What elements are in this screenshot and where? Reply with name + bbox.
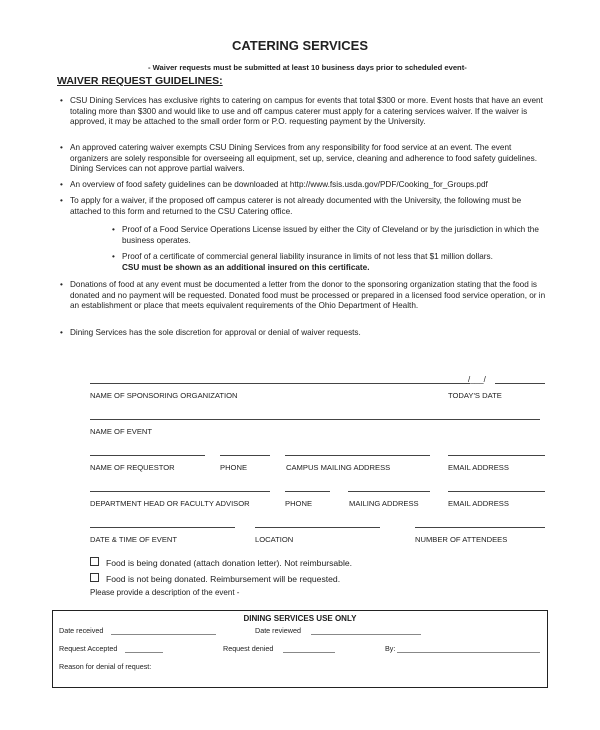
sub-bullet: • Proof of a Food Service Operations License issued by either the City of Cleveland or by the jurisdiction in which the business operates. bbox=[112, 225, 539, 245]
accepted-field[interactable] bbox=[125, 652, 163, 653]
label-reason: Reason for denial of request: bbox=[59, 662, 152, 671]
sponsoring-org-field[interactable] bbox=[90, 383, 470, 384]
subtitle: - Waiver requests must be submitted at least 10 business days prior to scheduled event- bbox=[148, 63, 467, 72]
email-field[interactable] bbox=[448, 455, 545, 456]
bullet-text: To apply for a waiver, if the proposed off campus caterer is not already documented with the University, the following must be attached to this form and returned to the CSU Catering office. bbox=[70, 196, 522, 216]
checkbox-donated-row[interactable] bbox=[90, 557, 352, 568]
checkbox-not-donated-row[interactable] bbox=[90, 573, 340, 584]
bullet-text: CSU Dining Services has exclusive rights to catering on campus for events that total $300 or more. Event hosts that have an event totaling more than $300 and would like to use and off campus caterer must apply for a catering services waiver. If the waiver is approved, it may be attached to the small order form or P.O. requesting payment by the University. bbox=[70, 96, 543, 127]
bullet: • To apply for a waiver, if the proposed off campus caterer is not already documented with the University, the following must be attached to this form and returned to the CSU Catering office. bbox=[60, 196, 522, 216]
label-mailing-address: MAILING ADDRESS bbox=[349, 499, 419, 508]
office-use-box bbox=[52, 610, 548, 688]
date-separator: /___/ bbox=[468, 375, 486, 384]
label-date-time: DATE & TIME OF EVENT bbox=[90, 535, 178, 544]
location-field[interactable] bbox=[255, 527, 380, 528]
dept-head-field[interactable] bbox=[90, 491, 270, 492]
checkbox-label: Food is not being donated. Reimbursement will be requested. bbox=[106, 574, 341, 584]
campus-address-field[interactable] bbox=[285, 455, 430, 456]
todays-date-field[interactable] bbox=[495, 383, 545, 384]
bullet-text: An approved catering waiver exempts CSU Dining Services from any responsibility for food service at an event. The event organizers are solely responsible for overseeing all equipment, set up, service, cleaning and adherence to food safety guidelines. Dining Services can not approve partial waivers. bbox=[70, 143, 537, 174]
label-attendees: NUMBER OF ATTENDEES bbox=[415, 535, 508, 544]
checkbox[interactable] bbox=[90, 557, 99, 566]
checkbox-label: Food is being donated (attach donation letter). Not reimbursable. bbox=[106, 558, 353, 568]
label-date-received: Date received bbox=[59, 626, 104, 635]
bullet-text: Dining Services has the sole discretion for approval or denial of waiver requests. bbox=[70, 328, 361, 337]
office-title: DINING SERVICES USE ONLY bbox=[243, 614, 357, 623]
email2-field[interactable] bbox=[448, 491, 545, 492]
label-dept-head: DEPARTMENT HEAD OR FACULTY ADVISOR bbox=[90, 499, 250, 508]
label-email2: EMAIL ADDRESS bbox=[448, 499, 509, 508]
label-requestor: NAME OF REQUESTOR bbox=[90, 463, 175, 472]
mailing-address-field[interactable] bbox=[348, 491, 430, 492]
bullet: • Dining Services has the sole discretion for approval or denial of waiver requests. bbox=[60, 328, 361, 337]
description-prompt: Please provide a description of the event - bbox=[90, 588, 240, 597]
label-by: By: bbox=[385, 644, 396, 653]
requestor-field[interactable] bbox=[90, 455, 205, 456]
link-text: An overview of food safety guidelines can be downloaded at http://www.fsis.usda.gov/PDF/Cooking_for_Groups.pdf bbox=[70, 180, 488, 189]
date-received-field[interactable] bbox=[111, 634, 216, 635]
denied-field[interactable] bbox=[283, 652, 335, 653]
label-email: EMAIL ADDRESS bbox=[448, 463, 509, 472]
attendees-field[interactable] bbox=[415, 527, 545, 528]
bullet: • An approved catering waiver exempts CSU Dining Services from any responsibility for food service at an event. The event organizers are solely responsible for overseeing all equipment, set up, service, cleaning and adherence to food safety guidelines. Dining Services can not approve partial waivers. bbox=[60, 143, 537, 174]
label-phone2: PHONE bbox=[285, 499, 313, 508]
section-heading: WAIVER REQUEST GUIDELINES: bbox=[57, 75, 223, 87]
label-todays-date: TODAY'S DATE bbox=[448, 391, 502, 400]
bullet: • An overview of food safety guidelines can be downloaded at http://www.fsis.usda.gov/PDF/Cooking_for_Groups.pdf bbox=[60, 180, 488, 189]
phone-field[interactable] bbox=[220, 455, 270, 456]
label-location: LOCATION bbox=[255, 535, 294, 544]
bullet-text: Proof of a Food Service Operations License issued by either the City of Cleveland or by the jurisdiction in which the business operates. bbox=[122, 225, 539, 245]
bold-note: CSU must be shown as an additional insured on this certificate. bbox=[122, 262, 370, 272]
label-event-name: NAME OF EVENT bbox=[90, 427, 153, 436]
event-name-field[interactable] bbox=[90, 419, 540, 420]
checkbox[interactable] bbox=[90, 573, 99, 582]
label-denied: Request denied bbox=[223, 644, 274, 653]
label-accepted: Request Accepted bbox=[59, 644, 118, 653]
label-phone: PHONE bbox=[220, 463, 248, 472]
phone2-field[interactable] bbox=[285, 491, 330, 492]
bullet: • Donations of food at any event must be documented a letter from the donor to the sponsoring organization stating that the food is donated and no payment will be requested. Donated food must be processed or prepared in a licensed food service operation, or in an establishment or place that meets equivalent requirements of the Ohio Department of Health. bbox=[60, 280, 546, 311]
date-reviewed-field[interactable] bbox=[311, 634, 421, 635]
label-campus-address: CAMPUS MAILING ADDRESS bbox=[286, 463, 391, 472]
label-date-reviewed: Date reviewed bbox=[255, 626, 301, 635]
page-title: CATERING SERVICES bbox=[231, 38, 369, 53]
by-field[interactable] bbox=[397, 652, 540, 653]
date-time-field[interactable] bbox=[90, 527, 235, 528]
bullet: • CSU Dining Services has exclusive rights to catering on campus for events that total $300 or more. Event hosts that have an event totaling more than $300 and would like to use and off campus caterer must apply for a catering services waiver. If the waiver is approved, it may be attached to the small order form or P.O. requesting payment by the University. bbox=[60, 96, 543, 127]
sub-bullet: • Proof of a certificate of commercial general liability insurance in limits of not less that $1 million dollars. CSU must be shown as an additional insured on this certificate. bbox=[112, 252, 493, 272]
bullet-text: Proof of a certificate of commercial general liability insurance in limits of not less that $1 million dollars. bbox=[122, 252, 493, 261]
label-sponsoring-org: NAME OF SPONSORING ORGANIZATION bbox=[90, 391, 238, 400]
bullet-text: Donations of food at any event must be documented a letter from the donor to the sponsoring organization stating that the food is donated and no payment will be requested. Donated food must be processed or prepared in a licensed food service operation, or in an establishment or place that meets equivalent requirements of the Ohio Department of Health. bbox=[70, 280, 546, 311]
